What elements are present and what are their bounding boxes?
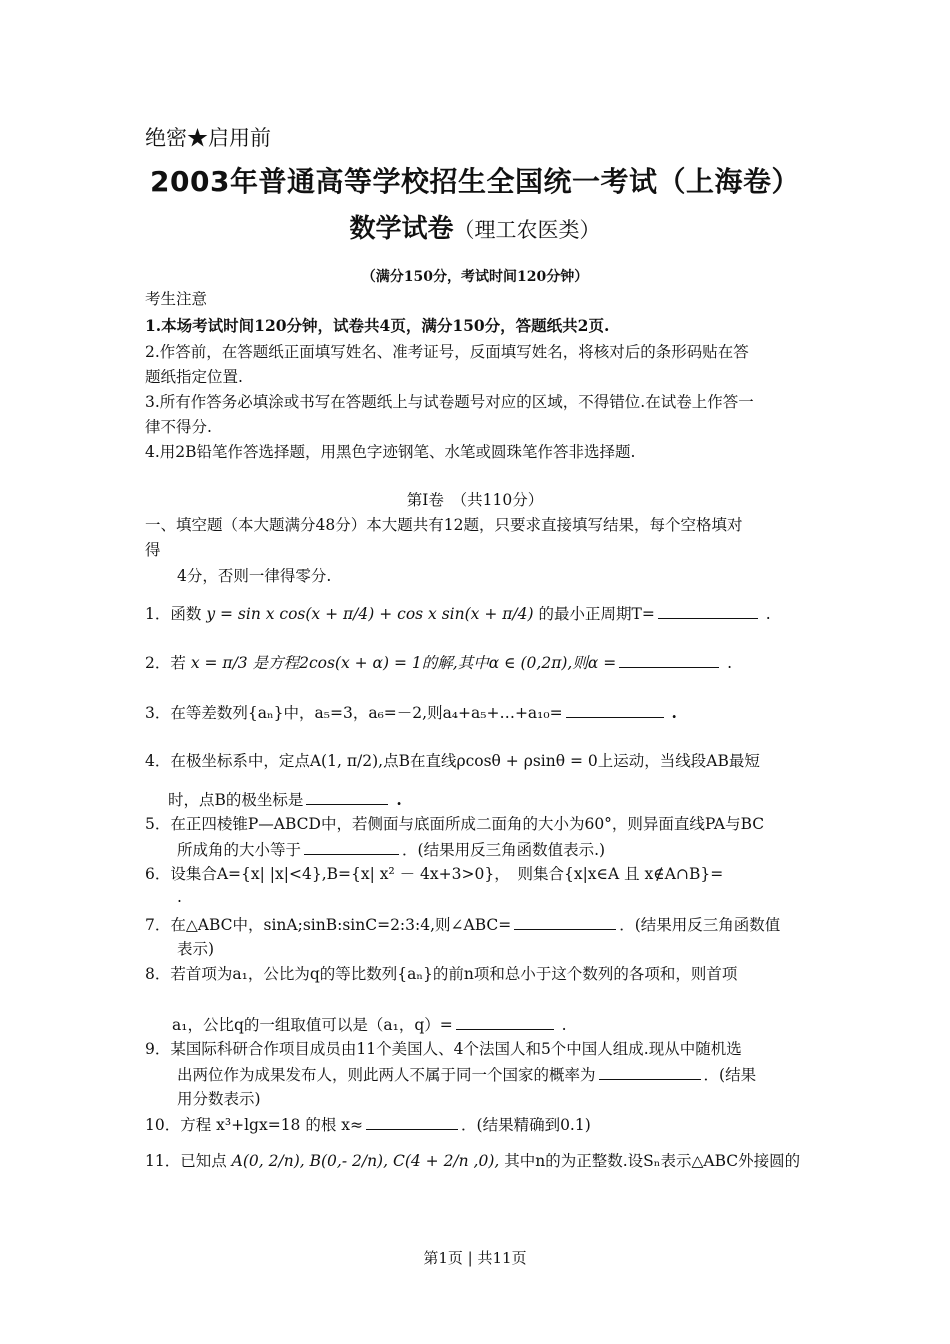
notice-item-2-cont: 题纸指定位置.	[145, 368, 243, 386]
q9-line-2-text: 出两位作为成果发布人，则此两人不属于同一个国家的概率为	[177, 1066, 596, 1084]
confidential-label: 绝密★启用前	[145, 126, 271, 150]
q10-postfix: ．(结果精确到0.1)	[461, 1116, 591, 1134]
q4-answer-blank	[306, 790, 388, 805]
q11-prefix: 11．已知点	[145, 1152, 227, 1170]
q5-line-2-text: 所成角的大小等于	[177, 841, 302, 859]
q10-answer-blank	[366, 1115, 458, 1130]
q1-answer-blank	[658, 604, 758, 619]
question-4-line-1: 4．在极坐标系中，定点A(1, π/2),点B在直线ρcosθ + ρsinθ = 0上运动，当线段AB最短	[145, 752, 760, 770]
q3-answer-blank	[566, 703, 664, 718]
q5-answer-blank	[304, 840, 399, 855]
q5-line-2-post: ．(结果用反三角函数值表示.)	[402, 841, 606, 859]
q3-text: 3．在等差数列{aₙ}中，a₅=3，a₆=－2,则a₄+a₅+…+a₁₀=	[145, 704, 563, 722]
question-9-line-3: 用分数表示)	[177, 1090, 261, 1108]
section-title: 第Ⅰ卷 （共110分）	[406, 491, 544, 509]
notice-item-3: 3.所有作答务必填涂或书写在答题纸上与试卷题号对应的区域，不得错位.在试卷上作答一	[145, 393, 754, 411]
exam-title: 2003年普通高等学校招生全国统一考试（上海卷）	[150, 165, 800, 198]
q4-line-2-text: 时，点B的极坐标是	[168, 791, 304, 809]
question-8-line-2: a₁，公比q的一组取值可以是（a₁，q）= .	[172, 1016, 567, 1034]
q7-answer-blank	[514, 915, 616, 930]
notice-item-1: 1.本场考试时间120分钟，试卷共4页，满分150分，答题纸共2页.	[145, 316, 610, 335]
q11-postfix: 其中n的为正整数.设Sₙ表示△ABC外接圆的	[504, 1152, 801, 1170]
q8-line-2-text: a₁，公比q的一组取值可以是（a₁，q）=	[172, 1016, 453, 1034]
q9-answer-blank	[599, 1065, 701, 1080]
notice-heading: 考生注意	[145, 290, 208, 308]
question-3: 3．在等差数列{aₙ}中，a₅=3，a₆=－2,则a₄+a₅+…+a₁₀= .	[145, 703, 677, 722]
question-6-line-2: .	[177, 888, 182, 906]
q2-answer-blank	[619, 653, 719, 668]
question-9-line-1: 9．某国际科研合作项目成员由11个美国人、4个法国人和5个中国人组成.现从中随机选	[145, 1040, 742, 1058]
q8-answer-blank	[456, 1015, 554, 1030]
q9-line-2-post: ．(结果	[703, 1066, 757, 1084]
question-9-line-2	[177, 1065, 756, 1085]
q10-prefix: 10．方程 x³+lgx=18 的根 x≈	[145, 1116, 364, 1134]
q2-prefix: 2．若	[145, 654, 186, 672]
question-6-line-1: 6．设集合A={x| |x|<4},B={x| x² － 4x+3>0}， 则集合{x|x∈A 且 x∉A∩B}=	[145, 865, 724, 883]
notice-item-3-cont: 律不得分.	[145, 418, 212, 436]
question-8-line-1: 8．若首项为a₁，公比为q的等比数列{aₙ}的前n项和总小于这个数列的各项和，则首项	[145, 965, 738, 983]
q1-formula: y = sin x cos(x + π/4) + cos x sin(x + π/4)	[206, 605, 534, 623]
notice-item-2: 2.作答前，在答题纸正面填写姓名、准考证号，反面填写姓名，将核对后的条形码贴在答	[145, 343, 749, 361]
question-2: 2．若 x = π/3 是方程2cos(x + α) = 1的解,其中α ∈ (0,2π),则α = .	[145, 654, 733, 672]
q7-line-1-post: ．(结果用反三角函数值	[619, 916, 781, 934]
q11-formula: A(0, 2/n), B(0,- 2/n), C(4 + 2/n ,0),	[231, 1152, 500, 1170]
question-10	[145, 1115, 591, 1135]
question-7-line-1	[145, 915, 780, 935]
question-7-line-2: 表示)	[177, 940, 215, 958]
subtitle-main: 数学试卷	[349, 214, 454, 244]
question-1: 1．函数 y = sin x cos(x + π/4) + cos x sin(x + π/4) 的最小正周期T= .	[145, 605, 771, 623]
exam-subtitle	[0, 208, 950, 245]
question-5-line-2	[177, 840, 605, 860]
q1-prefix: 1．函数	[145, 605, 202, 623]
subtitle-paren: （理工农医类）	[453, 218, 601, 242]
score-info: （满分150分，考试时间120分钟）	[361, 269, 589, 285]
section-intro-3: 4分，否则一律得零分.	[177, 567, 332, 585]
notice-item-4: 4.用2B铅笔作答选择题，用黑色字迹钢笔、水笔或圆珠笔作答非选择题.	[145, 443, 636, 461]
page-footer: 第1页 | 共11页	[423, 1249, 527, 1267]
question-4-line-2: 时，点B的极坐标是 .	[168, 790, 402, 809]
question-11	[145, 1152, 800, 1171]
q1-postfix: 的最小正周期T=	[538, 605, 655, 623]
section-intro-2: 得	[145, 541, 161, 559]
q2-formula: x = π/3 是方程2cos(x + α) = 1的解,其中α ∈ (0,2π),则α =	[190, 654, 617, 672]
section-intro-1: 一、填空题（本大题满分48分）本大题共有12题，只要求直接填写结果，每个空格填对	[145, 516, 743, 534]
question-5-line-1: 5．在正四棱锥P—ABCD中，若侧面与底面所成二面角的大小为60°，则异面直线PA与BC	[145, 815, 765, 833]
q7-line-1-text: 7．在△ABC中，sinA;sinB:sinC=2:3:4,则∠ABC=	[145, 916, 512, 934]
